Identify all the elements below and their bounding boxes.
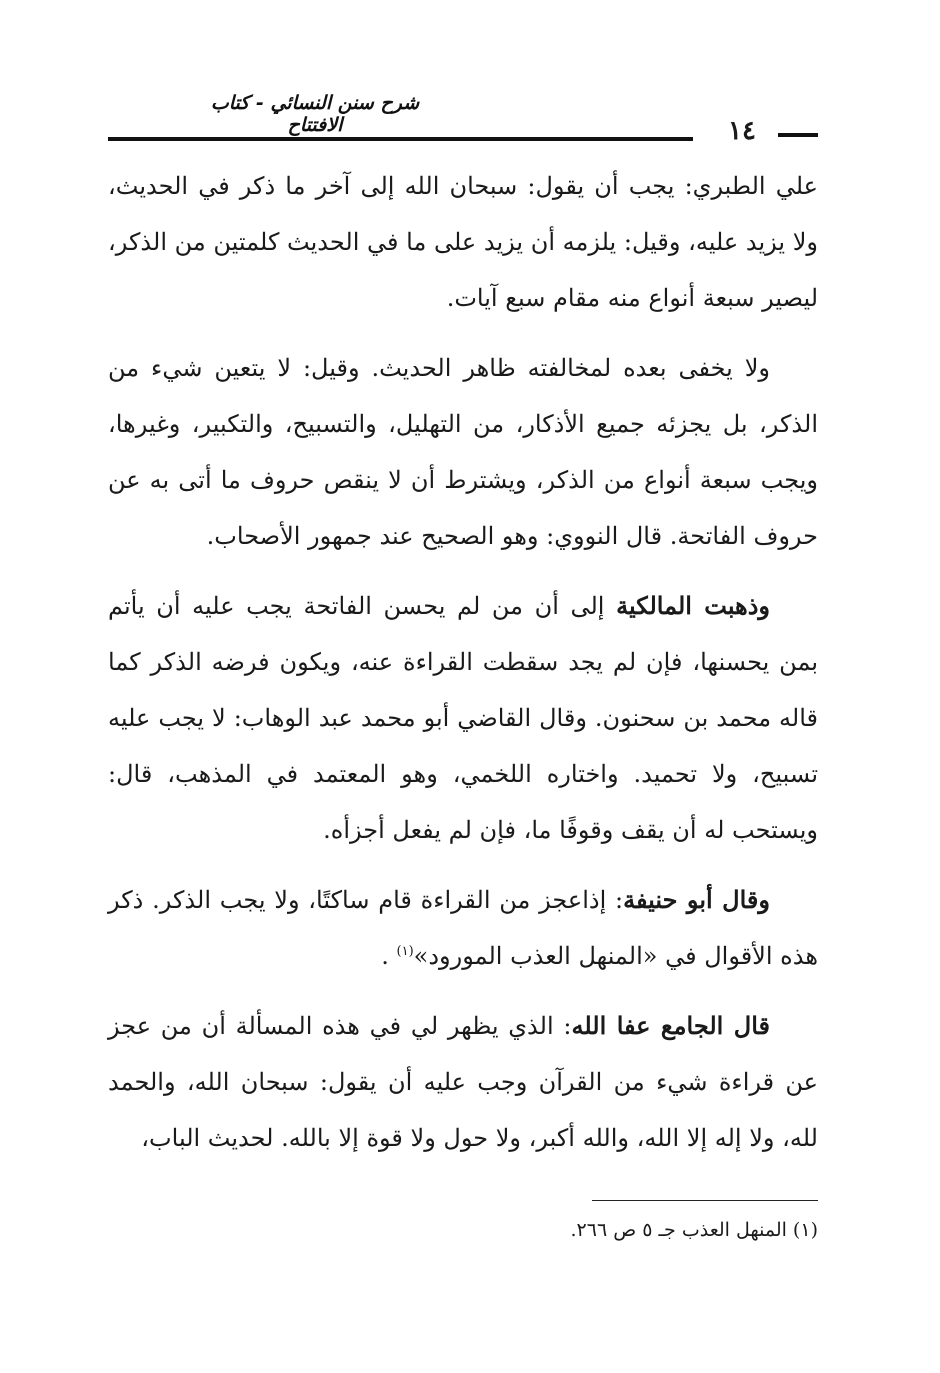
running-title: شرح سنن النسائي - كتاب الافتتاح [210,92,420,136]
paragraph-3-lead: وذهبت المالكية [616,591,770,620]
paragraph-5-text: : الذي يظهر لي في هذه المسألة أن من عجز عن قراءة شيء من القرآن وجب عليه أن يقول: سبحان الله، والحمد لله، ولا إله إلا الله، والله أكبر، ولا حول ولا قوة إلا بالله. لحديث الباب، [108,1012,818,1152]
paragraph-4-tail: . [381,942,397,970]
paragraph-1 [108,158,818,326]
footnote-marker[interactable]: (١) [396,944,414,959]
paragraph-4-lead: وقال أبو حنيفة [623,885,770,914]
paragraph-2-text: ولا يخفى بعده لمخالفته ظاهر الحديث. وقيل: لا يتعين شيء من الذكر، بل يجزئه جميع الأذكار، من التهليل، والتسبيح، والتكبير، وغيرها، ويجب سبعة أنواع من الذكر، ويشترط أن لا ينقص حروف ما أتى به عن حروف الفاتحة. قال النووي: وهو الصحيح عند جمهور الأصحاب. [108,354,819,550]
footnote: (١) المنهل العذب جـ ٥ ص ٢٦٦. [570,1219,818,1241]
paragraph-3 [108,578,818,858]
paragraph-2 [108,340,818,564]
paragraph-1-text: علي الطبري: يجب أن يقول: سبحان الله إلى آخر ما ذكر في الحديث، ولا يزيد عليه، وقيل: يلزمه أن يزيد على ما في الحديث كلمتين من الذكر، ليصير سبعة أنواع منه مقام سبع آيات. [108,172,818,312]
paragraph-4-text: : إذاعجز من القراءة قام ساكتًا، ولا يجب الذكر. ذكر هذه الأقوال في «المنهل العذب المورود» [108,886,818,970]
page-number: ١٤ [728,116,756,146]
body-text [108,158,818,1180]
paragraph-3-text: إلى أن من لم يحسن الفاتحة يجب عليه أن يأتم بمن يحسنها، فإن لم يجد سقطت القراءة عنه، ويكون فرضه الذكر كما قاله محمد بن سحنون. وقال القاضي أبو محمد عبد الوهاب: لا يجب عليه تسبيح، ولا تحميد. واختاره اللخمي، وهو المعتمد في المذهب، قال: ويستحب له أن يقف وقوفًا ما، فإن لم يفعل أجزأه. [108,592,818,844]
paragraph-4 [108,872,818,984]
paragraph-5-lead: قال الجامع عفا الله [571,1011,770,1040]
header-rule [108,137,693,141]
footnote-rule [592,1200,818,1201]
paragraph-5 [108,998,818,1166]
page-number-dash [778,133,818,137]
